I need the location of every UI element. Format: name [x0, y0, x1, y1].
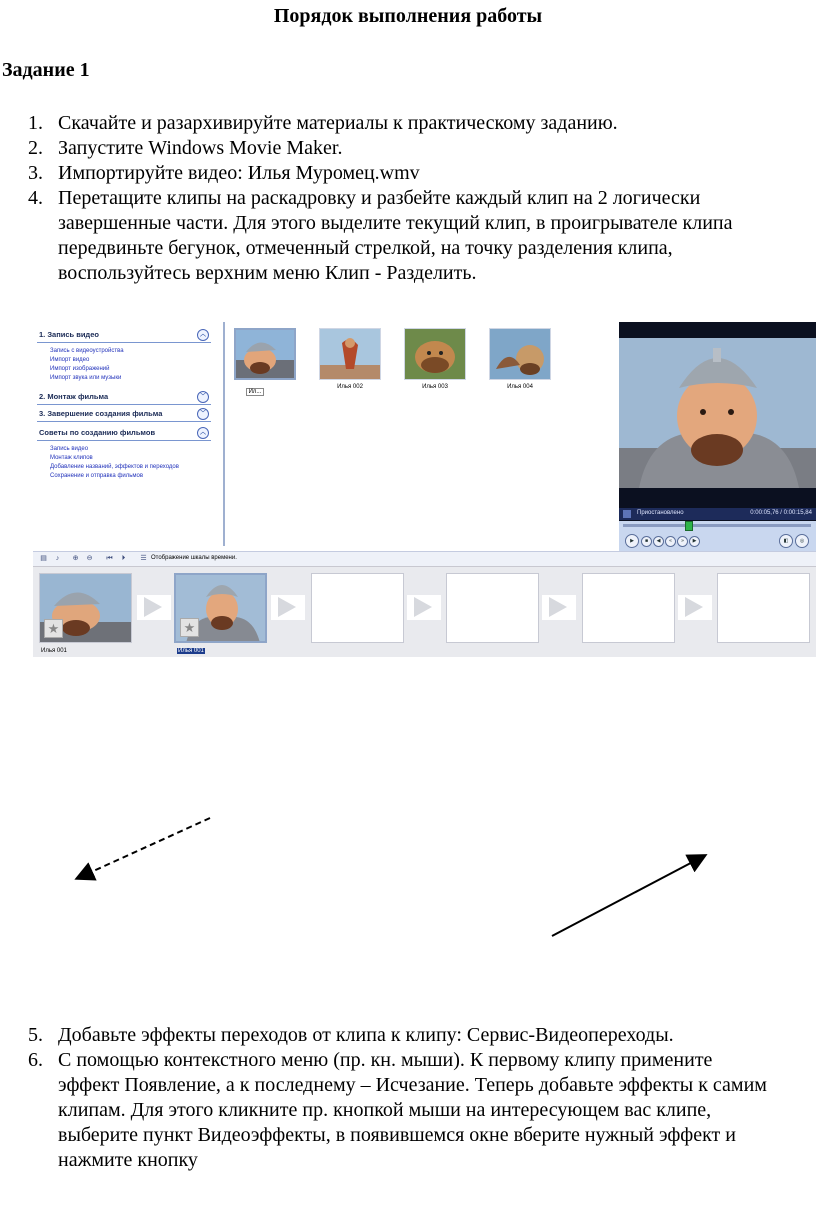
storyboard [33, 566, 816, 657]
storyboard-clip-label: Илья 001 [41, 648, 67, 654]
tip-link-save[interactable]: Сохранение и отправка фильмов [50, 473, 144, 479]
forward-icon[interactable]: » [677, 536, 688, 547]
step-item [0, 161, 770, 186]
player-status-text: Приостановлено [637, 510, 684, 516]
section-edit-movie[interactable]: 2. Монтаж фильма ﹀ [39, 392, 209, 401]
player-icon [623, 510, 631, 518]
video-effect-star-icon[interactable]: ★ [44, 619, 63, 638]
section-tips[interactable]: Советы по созданию фильмов ︿ [39, 428, 209, 437]
clip-label: Илья 004 [507, 384, 533, 390]
storyboard-empty-cell[interactable] [717, 573, 810, 643]
link-import-images[interactable]: Импорт изображений [50, 366, 110, 372]
divider [37, 421, 211, 422]
movie-maker-screenshot [33, 322, 816, 658]
rewind-icon[interactable]: « [665, 536, 676, 547]
show-timeline-button[interactable]: Отображение шкалы времени. [151, 555, 237, 561]
step-item [0, 111, 770, 136]
clip-label: Илья 002 [337, 384, 363, 390]
storyboard-empty-cell[interactable] [582, 573, 675, 643]
tasks-pane [33, 322, 225, 546]
step-text: Скачайте и разархивируйте материалы к практическому заданию. [58, 112, 618, 134]
storyboard-clip[interactable] [39, 573, 132, 643]
step-text: Добавьте эффекты переходов от клипа к клипу: Сервис-Видеопереходы. [58, 1024, 674, 1046]
step-item [0, 136, 770, 161]
seek-track[interactable] [623, 524, 811, 527]
step-number: 5. [28, 1024, 43, 1046]
seek-slider-thumb[interactable] [685, 521, 693, 531]
player-time: 0:00:05,76 / 0:00:15,84 [750, 510, 812, 516]
tip-link-edit[interactable]: Монтаж клипов [50, 455, 93, 461]
rewind-storyboard-icon[interactable]: ⏮ [106, 555, 113, 562]
play-storyboard-icon[interactable]: ⏵ [121, 555, 126, 562]
step-number: 4. [28, 187, 43, 209]
clip-thumbnail[interactable] [404, 328, 466, 380]
storyboard-icon[interactable]: ▤ [40, 555, 47, 562]
clip-label: Ил... [246, 388, 265, 396]
zoom-out-icon[interactable]: ⊖ [86, 555, 93, 562]
divider [37, 440, 211, 441]
transition-slot[interactable] [407, 595, 441, 620]
divider [37, 342, 211, 343]
video-effect-star-icon[interactable]: ★ [180, 618, 199, 637]
collection-clip[interactable] [404, 328, 466, 390]
next-frame-icon[interactable]: ▶ [689, 536, 700, 547]
previous-frame-icon[interactable]: ◀ [653, 536, 664, 547]
split-clip-icon[interactable]: ◧ [779, 534, 793, 548]
collection-clip[interactable] [234, 328, 296, 398]
chevron-down-icon[interactable]: ﹀ [197, 408, 209, 420]
transition-slot[interactable] [137, 595, 171, 620]
transition-slot[interactable] [271, 595, 305, 620]
step-text: С помощью контекстного меню (пр. кн. мыши). К первому клипу примените эффект Появление, а к последнему – Исчезание. Теперь добавьте эффекты к самим клипам. Для этого кликните пр. кнопкой мыши на интересующем вас клипе, выберите пункт Видеоэффекты, в появившемся окне вберите нужный эффект и нажмите кнопку [58, 1049, 767, 1171]
task-title: Задание 1 [2, 59, 90, 81]
preview-monitor [619, 322, 816, 554]
zoom-in-icon[interactable]: ⊕ [72, 555, 79, 562]
transition-slot[interactable] [678, 595, 712, 620]
step-item [0, 1023, 770, 1048]
document-heading: Порядок выполнения работы [273, 5, 543, 27]
tip-link-titles[interactable]: Добавление названий, эффектов и переходов [50, 464, 179, 470]
step-item [0, 186, 770, 286]
step-text: Перетащите клипы на раскадровку и разбейте каждый клип на 2 логически завершенные части. Для этого выделите текущий клип, в проигрывателе клипа передвиньте бегунок, отмеченный стрелкой, на точку разделения клипа, воспользуйтесь верхним меню Клип - Разделить. [58, 187, 733, 284]
link-capture-device[interactable]: Запись с видеоустройства [50, 348, 124, 354]
clip-thumbnail[interactable] [319, 328, 381, 380]
dashed-arrow [78, 818, 210, 878]
clip-label: Илья 003 [422, 384, 448, 390]
step-number: 6. [28, 1049, 43, 1071]
steps-list-top [0, 111, 770, 286]
play-icon[interactable]: ▶ [625, 534, 639, 548]
step-text: Запустите Windows Movie Maker. [58, 137, 343, 159]
player-controls [619, 521, 816, 554]
chevron-down-icon[interactable]: ﹀ [197, 391, 209, 403]
player-status-bar [619, 508, 816, 520]
stop-icon[interactable]: ■ [641, 536, 652, 547]
annotation-arrows [0, 800, 816, 950]
collection-clip[interactable] [319, 328, 381, 390]
divider [37, 404, 211, 405]
clip-thumbnail[interactable] [234, 328, 296, 380]
storyboard-toolbar [33, 551, 816, 566]
chevron-up-icon[interactable]: ︿ [197, 427, 209, 439]
link-import-video[interactable]: Импорт видео [50, 357, 90, 363]
collection-clip[interactable] [489, 328, 551, 390]
snapshot-icon[interactable]: ◎ [795, 534, 809, 548]
step-number: 3. [28, 162, 43, 184]
step-number: 2. [28, 137, 43, 159]
storyboard-clip-selected[interactable] [174, 573, 267, 643]
timeline-icon[interactable]: ☰ [140, 555, 147, 562]
transition-slot[interactable] [542, 595, 576, 620]
step-text: Импортируйте видео: Илья Муромец.wmv [58, 162, 420, 184]
audio-icon[interactable]: ♪ [55, 555, 60, 562]
storyboard-empty-cell[interactable] [446, 573, 539, 643]
section-capture-video[interactable]: 1. Запись видео ︿ [39, 330, 209, 339]
video-frame [619, 338, 816, 488]
chevron-up-icon[interactable]: ︿ [197, 329, 209, 341]
step-number: 1. [28, 112, 43, 134]
solid-arrow [552, 856, 704, 936]
collection-pane [230, 322, 620, 546]
tip-link-capture[interactable]: Запись видео [50, 446, 89, 452]
steps-list-bottom [0, 1023, 770, 1173]
storyboard-empty-cell[interactable] [311, 573, 404, 643]
link-import-audio[interactable]: Импорт звука или музыки [50, 375, 122, 381]
clip-thumbnail[interactable] [489, 328, 551, 380]
storyboard-clip-label-selected: Илья 001 [178, 648, 204, 654]
section-finish-movie[interactable]: 3. Завершение создания фильма ﹀ [39, 409, 209, 418]
step-item [0, 1048, 770, 1173]
